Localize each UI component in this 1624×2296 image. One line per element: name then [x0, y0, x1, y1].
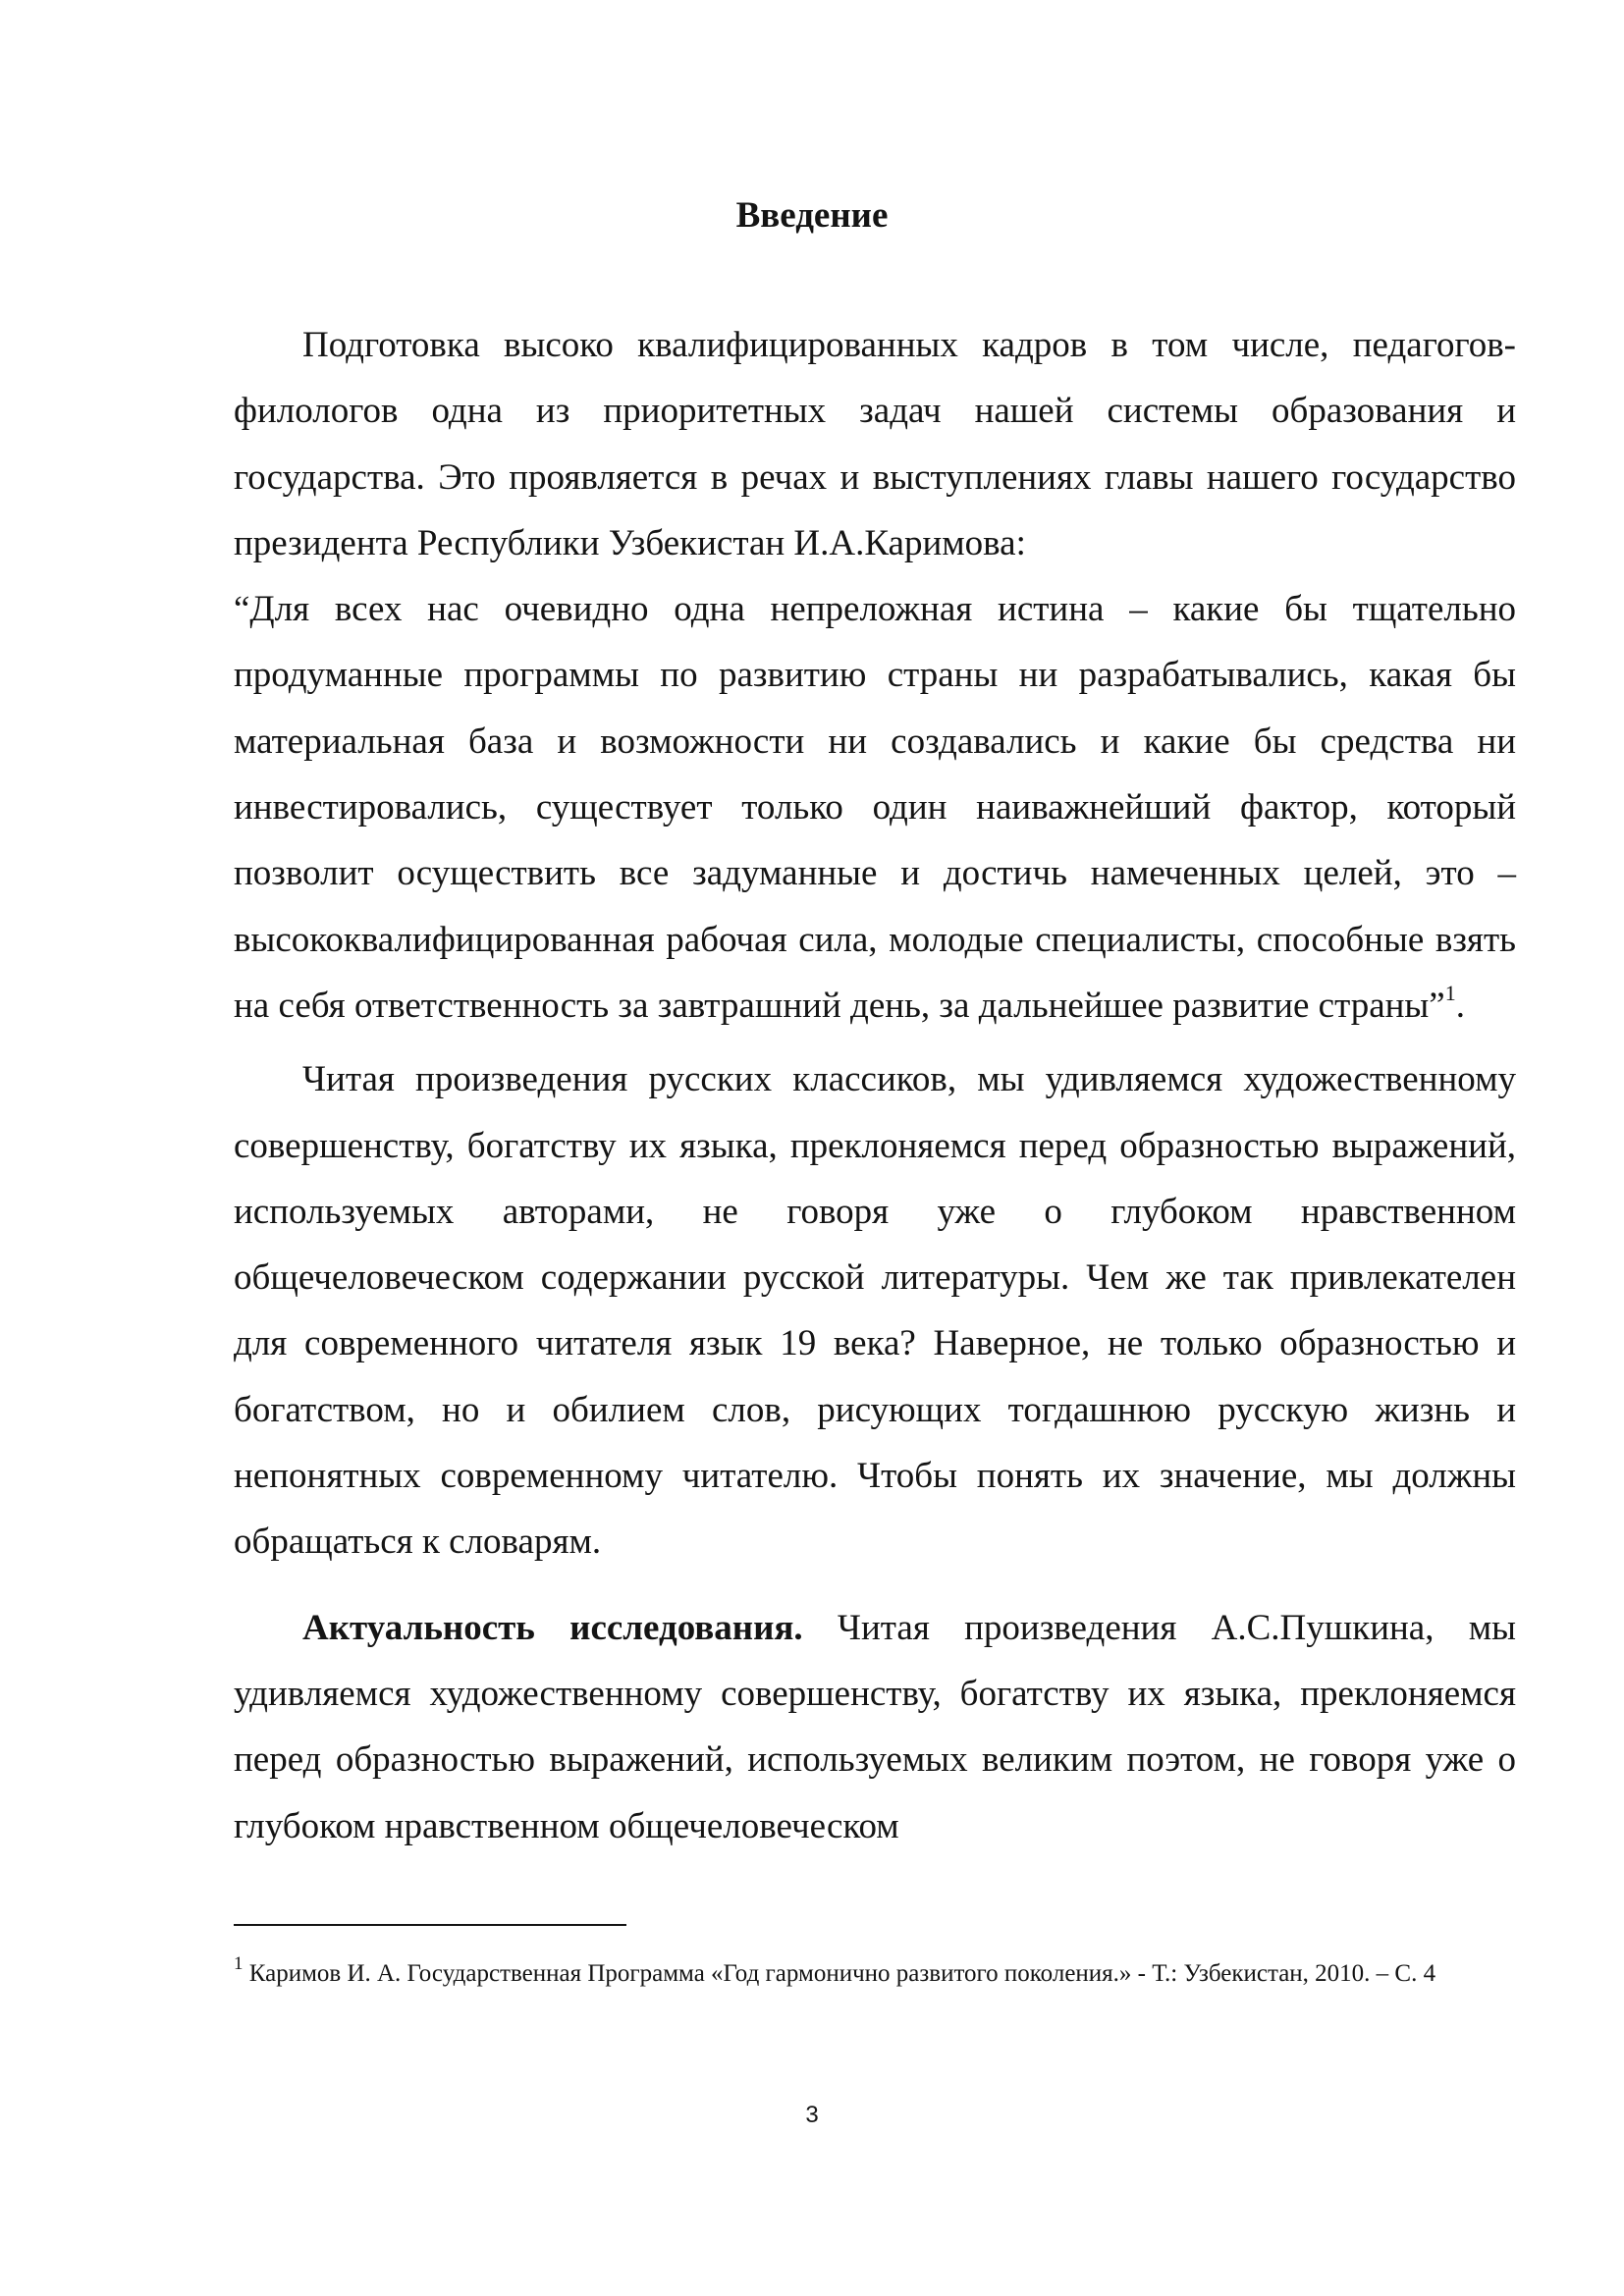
- paragraph-text: Читая произведения русских классиков, мы удивляемся художественному совершенству, богатству их языка, преклоняемся перед образностью выражений, используемых авторами, не говоря уже о глубоком нравственном общечеловеческом содержании русской литературы. Чем же так привлекателен для современного читателя язык 19 века? Наверное, не только образностью и богатством, но и обилием слов, рисующих тогдашнюю русскую жизнь и непонятных современному читателю. Чтобы понять их значение, мы должны обращаться к словарям.: [234, 1059, 1516, 1563]
- paragraph-text-end: .: [1455, 985, 1465, 1026]
- paragraph-text: Подготовка высоко квалифицированных кадров в том числе, педагогов-филологов одна из приоритетных задач нашей системы образования и государства. Это проявляется в речах и выступлениях главы нашего государство президента Республики Узбекистан И.А.Каримова:: [234, 325, 1516, 563]
- footnote-marker: 1: [234, 1952, 244, 1974]
- paragraph-text: Читая произведения А.С.Пушкина, мы удивляемся художественному совершенству, богатству их языка, преклоняемся перед образностью выражений, используемых великим поэтом, не говоря уже о глубоком нравственном общечеловеческом: [234, 1607, 1516, 1846]
- paragraph-quote: [234, 576, 1516, 1039]
- footnote: [234, 1952, 1516, 1991]
- footnote-text: Каримов И. А. Государственная Программа «Год гармонично развитого поколения.» - Т.: Узбекистан, 2010. – С. 4: [243, 1960, 1436, 1987]
- footnote-separator: [234, 1924, 626, 1926]
- footnote-reference: 1: [1444, 980, 1456, 1005]
- paragraph-intro: [234, 312, 1516, 576]
- paragraph-bold-lead: Актуальность исследования.: [302, 1607, 803, 1648]
- paragraph-relevance: [234, 1595, 1516, 1859]
- section-heading: Введение: [735, 195, 889, 236]
- page-number: 3: [805, 2102, 819, 2128]
- paragraph-classics: [234, 1046, 1516, 1575]
- body-text: [234, 312, 1516, 1859]
- paragraph-text: “Для всех нас очевидно одна непреложная истина – какие бы тщательно продуманные программы по развитию страны ни разрабатывались, какая бы материальная база и возможности ни создавались и какие бы средства ни инвестировались, существует только один наиважнейший фактор, который позволит осуществить все задуманные и достичь намеченных целей, это – высококвалифицированная рабочая сила, молодые специалисты, способные взять на себя ответственность за завтрашний день, за дальнейшее развитие страны”: [234, 589, 1516, 1026]
